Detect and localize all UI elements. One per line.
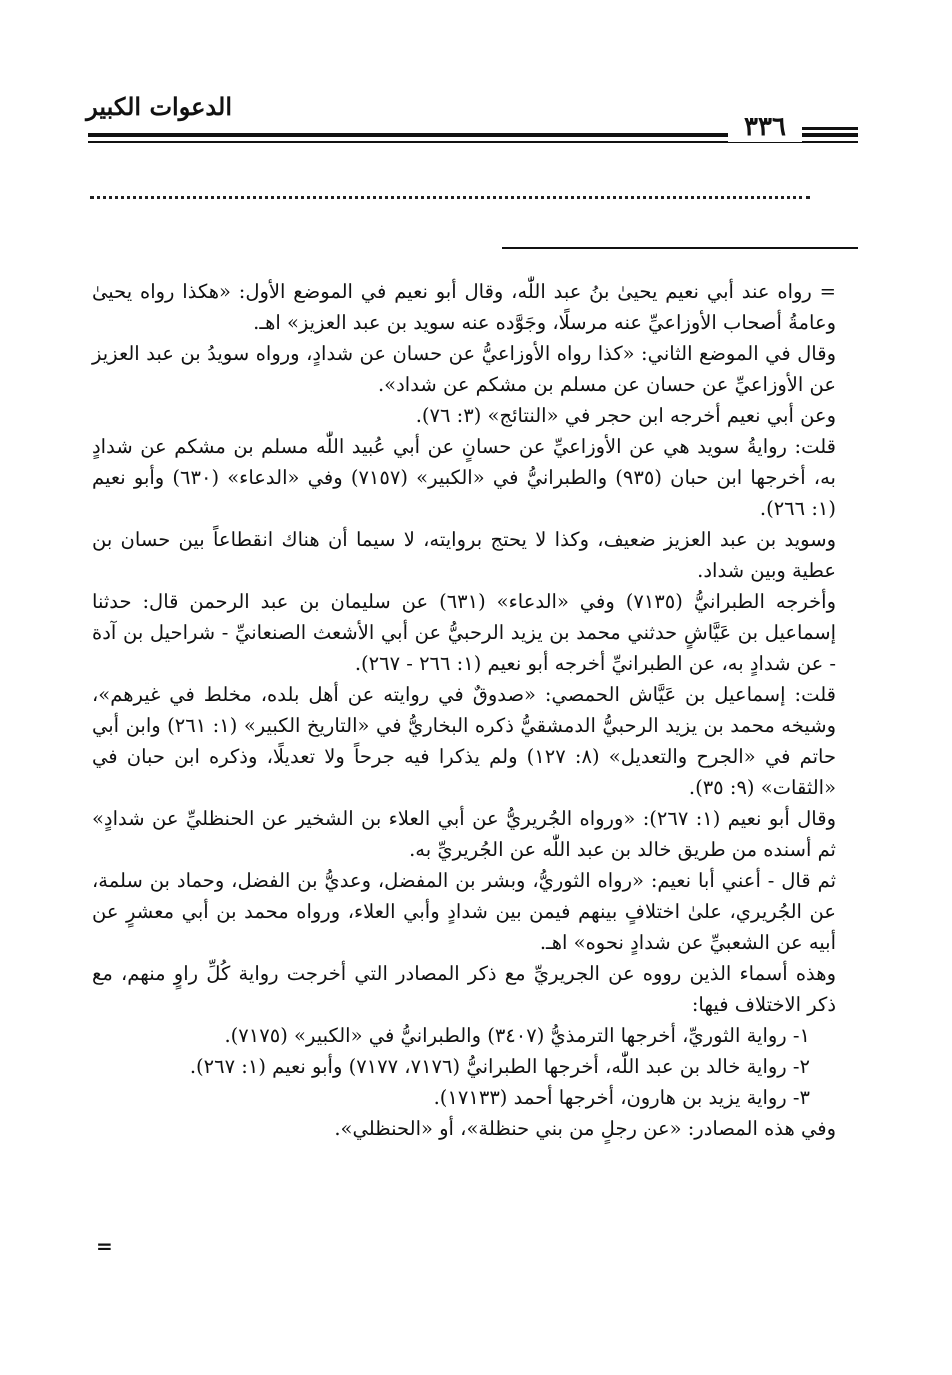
paragraph: وقال في الموضع الثاني: «كذا رواه الأوزاعيُّ عن حسان عن شدادٍ، ورواه سويدُ بن عبد العزيز عن الأوزاعيِّ عن حسان عن مسلم بن مشكم عن شداد». bbox=[92, 342, 836, 396]
footnote-body bbox=[92, 276, 836, 1144]
page-number: ٣٣٦ bbox=[728, 112, 802, 142]
book-title: الدعوات الكبير bbox=[86, 92, 232, 121]
list-item: ٢- رواية خالد بن عبد اللّٰه، أخرجها الطبرانيُّ (٧١٧٦، ٧١٧٧) وأبو نعيم (١: ٢٦٧). bbox=[189, 1055, 810, 1078]
paragraph: = رواه عند أبي نعيم يحيىٰ بنُ عبد اللّٰه، وقال أبو نعيم في الموضع الأول: «هكذا رواه يحيىٰ وعامةُ أصحاب الأوزاعيِّ عنه مرسلًا، وجَوَّده عنه سويد بن عبد العزيز» اهـ. bbox=[92, 280, 836, 334]
paragraph: قلت: روايةُ سويد هي عن الأوزاعيِّ عن حسانٍ عن أبي عُبيد اللّٰه مسلم بن مشكم عن شدادٍ به، أخرجها ابن حبان (٩٣٥) والطبرانيُّ في «الكبير» (٧١٥٧) وفي «الدعاء» (٦٣٠) وأبو نعيم (١: ٢٦٦). bbox=[92, 435, 836, 520]
continuation-mark: = bbox=[96, 1234, 113, 1258]
paragraph: وفي هذه المصادر: «عن رجلٍ من بني حنظلة»، أو «الحنظلي». bbox=[334, 1117, 836, 1140]
paragraph: ثم قال - أعني أبا نعيم: «رواه الثوريُّ، وبشر بن المفضل، وعديُّ بن الفضل، وحماد بن سلمة، عن الجُريري، علىٰ اختلافٍ بينهم فيمن بين شدادٍ وأبي العلاء، ورواه محمد بن أبي معشرٍ عن أبيه عن الشعبيِّ عن شدادٍ نحوه» اهـ. bbox=[92, 869, 836, 954]
paragraph: قلت: إسماعيل بن عَيَّاش الحمصي: «صدوقٌ في روايته عن أهل بلده، مخلط في غيرهم»، وشيخه محمد بن يزيد الرحبيُّ الدمشقيُّ ذكره البخاريُّ في «التاريخ الكبير» (١: ٢٦١) وابن أبي حاتم في «الجرح والتعديل» (٨: ١٢٧) ولم يذكرا فيه جرحاً ولا تعديلًا، وذكره ابن حبان في «الثقات» (٩: ٣٥). bbox=[92, 683, 837, 799]
paragraph: وعن أبي نعيم أخرجه ابن حجر في «النتائج» (٣: ٧٦). bbox=[415, 404, 836, 427]
header-rule-accent bbox=[800, 127, 858, 130]
paragraph: وسويد بن عبد العزيز ضعيف، وكذا لا يحتج بروايته، لا سيما أن هناك انقطاعاً بين حسان بن عطية وبين شداد. bbox=[92, 528, 836, 582]
paragraph: وأخرجه الطبرانيُّ (٧١٣٥) وفي «الدعاء» (٦٣١) عن سليمان بن عبد الرحمن قال: حدثنا إسماعيل بن عَيَّاشٍ حدثني محمد بن يزيد الرحبيُّ عن أبي الأشعث الصنعانيِّ - شراحيل بن آدة - عن شدادٍ به، عن الطبرانيِّ أخرجه أبو نعيم (١: ٢٦٦ - ٢٦٧). bbox=[92, 590, 836, 675]
paragraph: وهذه أسماء الذين رووه عن الجريريِّ مع ذكر المصادر التي أخرجت رواية كُلِّ راوٍ منهم، مع ذكر الاختلاف فيها: bbox=[92, 962, 836, 1016]
dotted-separator bbox=[90, 196, 810, 199]
list-item: ٣- رواية يزيد بن هارون، أخرجها أحمد (١٧١٣٣). bbox=[433, 1086, 810, 1109]
paragraph: وقال أبو نعيم (١: ٢٦٧): «ورواه الجُريريُّ عن أبي العلاء بن الشخير عن الحنظليِّ عن شدادٍ» ثم أسنده من طريق خالد بن عبد اللّٰه عن الجُريريِّ به. bbox=[92, 807, 836, 861]
list-item: ١- رواية الثوريِّ، أخرجها الترمذيُّ (٣٤٠٧) والطبرانيُّ في «الكبير» (٧١٧٥). bbox=[224, 1024, 810, 1047]
footnote-rule bbox=[502, 247, 858, 249]
